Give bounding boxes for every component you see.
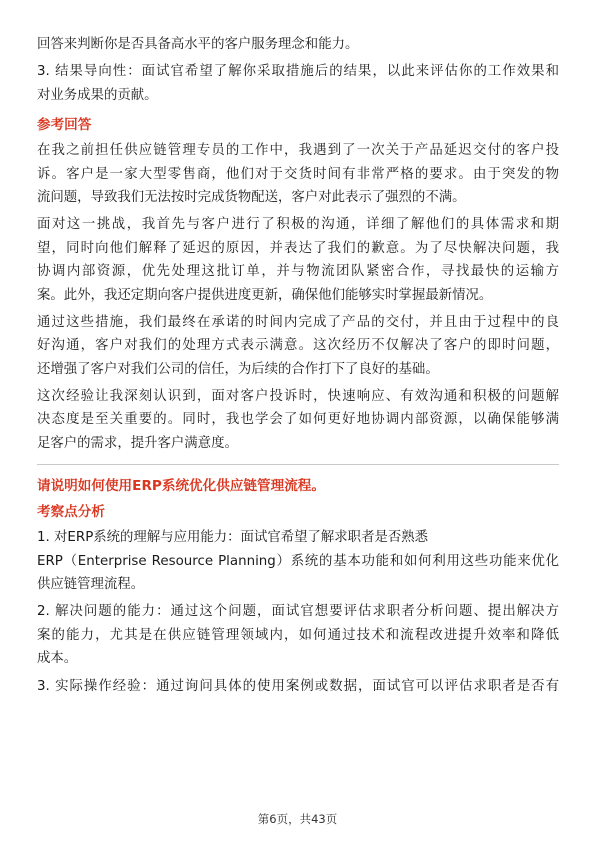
- document-body: [37, 33, 559, 702]
- answer-paragraph-2: [37, 213, 559, 307]
- text-line: 3. 结果导向性：面试官希望了解你采取措施后的结果，以此来评估你的工作效果和: [37, 64, 559, 80]
- text-line: 通过这些措施，我们最终在承诺的时间内完成了产品的交付，并且由于过程中的良: [37, 314, 559, 330]
- answer-paragraph-1: [37, 139, 559, 209]
- text-line: 流问题，导致我们无法按时完成货物配送，客户对此表示了强烈的不满。: [37, 189, 466, 205]
- text-line: 供应链管理流程。: [37, 577, 145, 593]
- section-divider: [37, 464, 559, 465]
- text-line: 望，同时向他们解释了延迟的原因，并表达了我们的歉意。为了尽快解决问题，我: [37, 240, 559, 256]
- text-line: 协调内部资源，优先处理这批订单，并与物流团队紧密合作，寻找最快的运输方: [37, 264, 559, 280]
- analysis-point-2: [37, 600, 559, 670]
- text-line: 足客户的需求，提升客户满意度。: [37, 435, 238, 451]
- reference-answer-heading: 参考回答: [37, 117, 92, 134]
- point-3-result-orientation: [37, 60, 559, 107]
- text-line: 这次经验让我深刻认识到，面对客户投诉时，快速响应、有效沟通和积极的问题解: [37, 389, 559, 405]
- text-line: 案。此外，我还定期向客户提供进度更新，确保他们能够实时掌握最新情况。: [37, 287, 493, 303]
- text-line: 1. 对ERP系统的理解与应用能力：面试官希望了解求职者是否熟悉: [37, 530, 429, 546]
- text-line: ERP（Enterprise Resource Planning）系统的基本功能和如何利用这些功能来优化: [37, 553, 559, 569]
- text-line: 成本。: [37, 651, 78, 667]
- text-line: 回答来判断你是否具备高水平的客户服务理念和能力。: [37, 37, 359, 52]
- text-line: 好沟通，客户对我们的处理方式表示满意。这次经历不仅解决了客户的即时问题，: [37, 338, 559, 354]
- text-line: 案的能力，尤其是在供应链管理领域内，如何通过技术和流程改进提升效率和降低: [37, 627, 559, 643]
- text-line: 面对这一挑战，我首先与客户进行了积极的沟通，详细了解他们的具体需求和期: [37, 217, 559, 233]
- text-line: 3. 实际操作经验：通过询问具体的使用案例或数据，面试官可以评估求职者是否有: [37, 678, 559, 694]
- analysis-point-3: [37, 675, 559, 698]
- analysis-point-1: [37, 526, 559, 596]
- text-line: 诉。客户是一家大型零售商，他们对于交货时间有非常严格的要求。由于突发的物: [37, 166, 559, 182]
- analysis-heading: 考察点分析: [37, 504, 105, 521]
- answer-paragraph-4: [37, 385, 559, 455]
- answer-paragraph-3: [37, 311, 559, 381]
- intro-tail: [37, 33, 559, 56]
- text-line: 对业务成果的贡献。: [37, 87, 158, 103]
- text-line: 还增强了客户对我们公司的信任，为后续的合作打下了良好的基础。: [37, 361, 439, 377]
- page-footer: 第6页，共43页: [257, 812, 338, 826]
- text-line: 2. 解决问题的能力：通过这个问题，面试官想要评估求职者分析问题、提出解决方: [37, 604, 559, 620]
- question-title: 请说明如何使用ERP系统优化供应链管理流程。: [37, 478, 325, 495]
- text-line: 决态度是至关重要的。同时，我也学会了如何更好地协调内部资源，以确保能够满: [37, 412, 559, 428]
- text-line: 在我之前担任供应链管理专员的工作中，我遇到了一次关于产品延迟交付的客户投: [37, 143, 559, 159]
